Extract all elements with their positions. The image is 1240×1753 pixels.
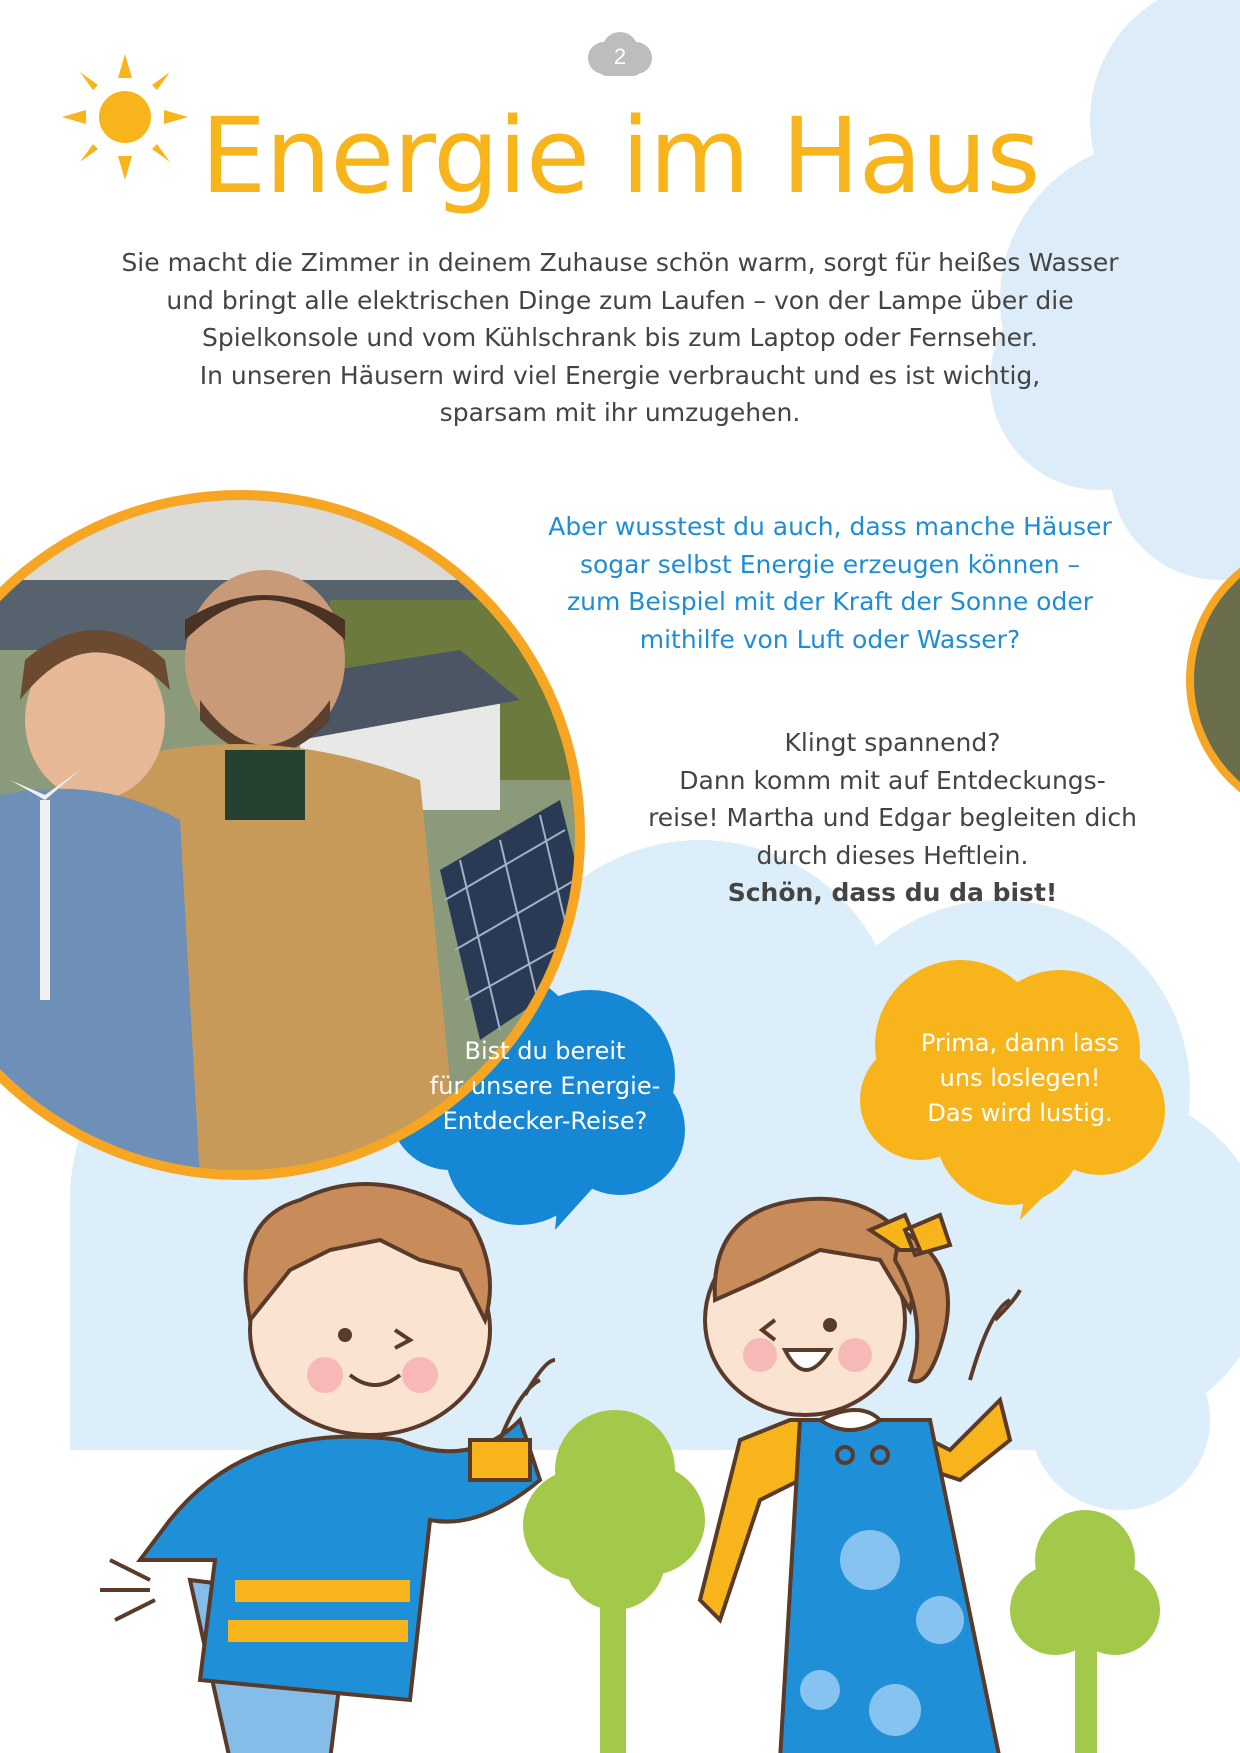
invite-line: durch dieses Heftlein. <box>756 840 1029 870</box>
speech-bubble-girl-text <box>875 1026 1165 1131</box>
bubble-line: Das wird lustig. <box>927 1099 1113 1127</box>
bubble-line: Bist du bereit <box>464 1037 626 1065</box>
tree-illustration <box>1010 1510 1160 1753</box>
question-line: zum Beispiel mit der Kraft der Sonne oder <box>567 587 1093 616</box>
invite-bold-line: Schön, dass du da bist! <box>727 878 1058 907</box>
intro-line: In unseren Häusern wird viel Energie verbraucht und es ist wichtig, <box>199 360 1041 390</box>
page-number: 2 <box>613 44 627 69</box>
bubble-line: für unsere Energie- <box>429 1072 661 1100</box>
bubble-line: Entdecker-Reise? <box>442 1107 648 1135</box>
invite-line: Klingt spannend? <box>784 728 1001 757</box>
bubble-line: Prima, dann lass <box>920 1029 1120 1057</box>
intro-line: und bringt alle elektrischen Dinge zum Laufen – von der Lampe über die <box>166 285 1074 315</box>
intro-line: Sie macht die Zimmer in deinem Zuhause schön warm, sorgt für heißes Wasser <box>121 248 1119 277</box>
sun-icon <box>60 52 190 182</box>
question-line: Aber wusstest du auch, dass manche Häuser <box>548 512 1112 541</box>
invite-line: reise! Martha und Edgar begleiten dich <box>648 803 1137 832</box>
page-number-cloud <box>584 30 656 82</box>
question-paragraph <box>520 508 1140 658</box>
invite-paragraph <box>640 724 1145 912</box>
tree-illustration <box>523 1410 705 1753</box>
question-line: sogar selbst Energie erzeugen können – <box>579 549 1081 579</box>
speech-bubble-boy-text <box>405 1034 685 1139</box>
intro-paragraph <box>120 244 1120 432</box>
intro-line: sparsam mit ihr umzugehen. <box>439 398 801 427</box>
bubble-line: uns loslegen! <box>939 1064 1101 1092</box>
page-title: Energie im Haus <box>200 95 1040 217</box>
right-photo-edge <box>1190 540 1240 820</box>
question-line: mithilfe von Luft oder Wasser? <box>639 624 1021 654</box>
invite-line: Dann komm mit auf Entdeckungs- <box>679 765 1106 795</box>
intro-line: Spielkonsole und vom Kühlschrank bis zum Laptop oder Fernseher. <box>202 323 1038 352</box>
